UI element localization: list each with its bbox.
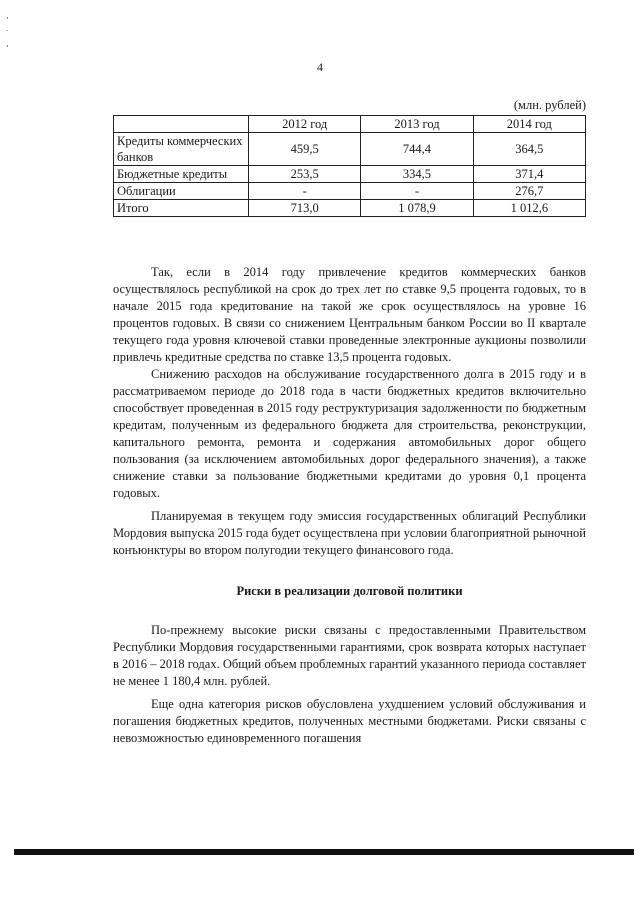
- table-header-cell: [114, 116, 249, 133]
- table-row-label: Облигации: [114, 183, 249, 200]
- table-row: [114, 200, 586, 217]
- table-row-label: Итого: [114, 200, 249, 217]
- table-row: [114, 133, 586, 166]
- table-cell: 1 078,9: [361, 200, 473, 217]
- body-paragraph: По-прежнему высокие риски связаны с предоставленными Правительством Республики Мордовия государственными гарантиями, срок возврата которых наступает в 2016 – 2018 годах. Общий объем проблемных гарантий указанного периода составляет не менее 1 180,4 млн. рублей.: [113, 623, 586, 688]
- table-header-row: [114, 116, 586, 133]
- margin-mark: ¸: [6, 10, 9, 19]
- scan-edge-bar: [14, 849, 634, 855]
- units-note: (млн. рублей): [513, 98, 586, 112]
- table-row-label: Бюджетные кредиты: [114, 166, 249, 183]
- section-heading: Риски в реализации долговой политики: [236, 584, 463, 598]
- debt-table: [113, 115, 586, 217]
- body-paragraph: Еще одна категория рисков обусловлена ухудшением условий обслуживания и погашения бюджетных кредитов, полученных местными бюджетами. Риски связаны с невозможностью единовременного погашения: [113, 697, 586, 745]
- table-cell: 713,0: [249, 200, 361, 217]
- table-cell: 253,5: [249, 166, 361, 183]
- table-row-label: Кредиты коммерческих банков: [114, 133, 249, 166]
- table-cell: 744,4: [361, 133, 473, 166]
- table-row: [114, 183, 586, 200]
- page-number: 4: [317, 60, 323, 74]
- table-cell: 459,5: [249, 133, 361, 166]
- body-paragraph: Снижению расходов на обслуживание государственного долга в 2015 году и в рассматриваемом периоде до 2018 года в части бюджетных кредитов включительно способствует проведенная в 2015 году реструктуризация задолженности по бюджетным кредитам, полученным из федерального бюджета для строительства, реконструкции, капитального ремонта, ремонта и содержания автомобильных дорог общего пользования (за исключением автомобильных дорог федерального значения), а также снижение ставки за пользование бюджетными кредитами до уровня 0,1 процента годовых.: [113, 367, 586, 500]
- margin-mark: .: [6, 24, 8, 33]
- margin-marks: [6, 8, 16, 50]
- table-header-cell: 2012 год: [249, 116, 361, 133]
- table-cell: -: [249, 183, 361, 200]
- table-cell: 371,4: [473, 166, 585, 183]
- table-cell: 276,7: [473, 183, 585, 200]
- table-cell: 364,5: [473, 133, 585, 166]
- table-row: [114, 166, 586, 183]
- table-cell: 334,5: [361, 166, 473, 183]
- table-header-cell: 2013 год: [361, 116, 473, 133]
- margin-mark: ¸: [6, 38, 9, 47]
- table-header-cell: 2014 год: [473, 116, 585, 133]
- table-cell: 1 012,6: [473, 200, 585, 217]
- body-paragraph: Планируемая в текущем году эмиссия государственных облигаций Республики Мордовия выпуска 2015 года будет осуществлена при условии благоприятной рыночной конъюнктуры во втором полугодии текущего финансового года.: [113, 509, 586, 557]
- table-cell: -: [361, 183, 473, 200]
- body-paragraph: Так, если в 2014 году привлечение кредитов коммерческих банков осуществлялось республикой на срок до трех лет по ставке 9,5 процента годовых, то в начале 2015 года кредитование на такой же срок осуществлялось на уровне 16 процентов годовых. В связи со снижением Центральным банком России во II квартале текущего года уровня ключевой ставки проведенные электронные аукционы позволили привлечь кредитные средства по ставке 13,5 процента годовых.: [113, 265, 586, 364]
- document-body: [113, 264, 586, 747]
